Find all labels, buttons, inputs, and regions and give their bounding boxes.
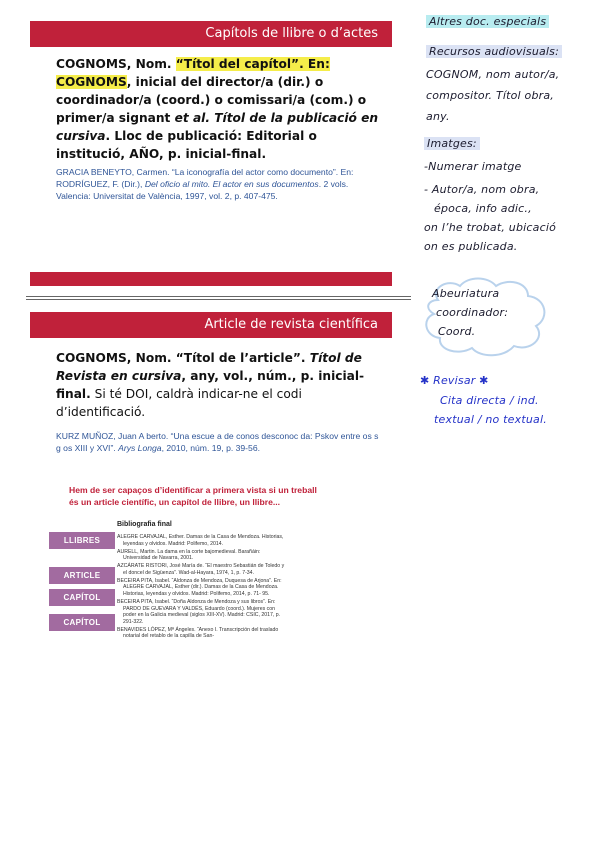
note-audiovisual xyxy=(426,44,596,125)
slide-divider xyxy=(26,299,411,300)
note-line: Abeuriatura xyxy=(432,287,500,300)
slide-divider xyxy=(26,296,411,297)
rule-part: COGNOMS, Nom. “Títol de l’article”. xyxy=(56,351,310,365)
title-line: Hem de ser capaços d’identificar a primera vista si un treball xyxy=(69,485,317,495)
note-line: -Numerar imatge xyxy=(424,160,522,173)
example-part: , 2010, núm. 19, p. 39-56. xyxy=(161,443,260,453)
note-line: compositor. Títol obra, xyxy=(426,89,554,102)
title-line: és un article científic, un capítol de llibre, un llibre... xyxy=(69,497,281,507)
bibliography-heading: Bibliografia final xyxy=(117,521,172,528)
tag-books: LLIBRES xyxy=(49,532,115,549)
tag-article: ARTICLE xyxy=(49,567,115,584)
rule-part: Si té DOI, caldrà indicar-ne el codi d’identificació. xyxy=(56,387,302,419)
rule-italic: et al. xyxy=(174,111,210,125)
identify-title xyxy=(69,484,367,508)
note-line: any. xyxy=(426,110,450,123)
note-highlight: Altres doc. especials xyxy=(426,15,549,28)
note-special-docs xyxy=(426,14,549,30)
chapter-citation-rule xyxy=(56,55,384,163)
note-line: textual / no textual. xyxy=(434,413,547,426)
rule-part: , inicial del director/a (dir.) o coordinador/a (coord.) o comissari/a (com.) o primer/a signant xyxy=(56,75,367,125)
banner-bottom-bar xyxy=(30,272,392,286)
example-part: KURZ MUÑOZ, Juan A berto. “Una escue a de conos desconoc da: Pskov entre os s g os XIII y XVI”. xyxy=(56,431,379,453)
slide-identify-works xyxy=(45,476,377,666)
example-italic: Del oficio al mito. El actor en sus documentos xyxy=(144,179,319,189)
bibliography-entry: BECEIRA PITA, Isabel. “Doña Aldonza de Mendoza y sus libros”. En: PARDO DE GUEVARA Y VALDÉS, Eduardo (coord.). Mujeres con poder en la Galicia medieval (siglos XIII-XV). Madrid: CSIC, 2017, p. 291-322. xyxy=(117,598,281,625)
note-line: época, info adic., xyxy=(434,202,532,215)
bibliography-entry: AZCÁRATE RISTORI, José María de. “El maestro Sebastián de Toledo y el doncel de Sigüenza”. Wad-al-Hayara, 1974, 1, p. 7-34. xyxy=(117,563,285,576)
banner-journal-article: Article de revista científica xyxy=(30,312,392,338)
note-heading: Imatges: xyxy=(424,137,480,150)
rule-highlight: “Títol del capítol”. En: COGNOMS xyxy=(56,57,330,89)
example-italic: Arys Longa xyxy=(118,443,162,453)
chapter-example xyxy=(56,166,384,202)
banner-book-chapter: Capítols de llibre o d’actes xyxy=(30,21,392,47)
tag-chapter: CAPÍTOL xyxy=(49,614,115,631)
rule-part: COGNOMS, Nom. xyxy=(56,57,176,71)
bibliography-entry: BENAVIDES LÓPEZ, Mª Ángeles. “Anexo I. Transcripción del traslado notarial del retablo de la capilla de San- xyxy=(117,626,279,640)
note-line: on l’he trobat, ubicació xyxy=(424,221,557,234)
note-heading: ✱ Revisar ✱ xyxy=(420,374,489,387)
bibliography-entry: AURELL, Martin. La dama en la corte bajomedieval. Barañáin: Universidad de Navarra, 2001. xyxy=(117,548,261,562)
article-citation-rule xyxy=(56,349,384,421)
example-part: . 2 vols. Valencia: Universitat de València, 1997, vol. 2, p. 407-475. xyxy=(56,179,349,201)
tag-chapter: CAPÍTOL xyxy=(49,589,115,606)
note-images xyxy=(424,136,596,255)
bibliography-list xyxy=(117,534,289,641)
slide-journal-article xyxy=(30,308,392,468)
note-line: coordinador: xyxy=(436,306,509,319)
note-line: Cita directa / ind. xyxy=(440,394,539,407)
rule-italic: Títol de Revista en cursiva xyxy=(56,351,362,383)
rule-part: , any, vol., núm., p. inicial-final. xyxy=(56,369,365,401)
note-line: on es publicada. xyxy=(424,240,518,253)
bibliography-entry: ALEGRE CARVAJAL, Esther. Damas de la Casa de Mendoza. Historias, leyendas y olvidos. Madrid: Polifemo, 2014. xyxy=(117,534,284,547)
article-example xyxy=(56,430,384,454)
rule-italic: Títol de la publicació en cursiva xyxy=(56,111,379,143)
note-review xyxy=(420,373,598,428)
note-line: Coord. xyxy=(438,325,476,338)
note-line: COGNOM, nom autor/a, xyxy=(426,68,560,81)
note-line: - Autor/a, nom obra, xyxy=(424,183,540,196)
rule-part: . Lloc de publicació: Editorial o institució, AÑO, p. inicial-final. xyxy=(56,129,317,161)
note-heading: Recursos audiovisuals: xyxy=(426,45,562,58)
bibliography-entry: BECEIRA PITA, Isabel. “Aldonza de Mendoza, Duquesa de Arjona”. En: ALEGRE CARVAJAL, Esther (dir.). Damas de la Casa de Mendoza. Historias, leyendas y olvidos. Madrid: Polifemo, 2014, p. 71- 95. xyxy=(117,577,282,597)
note-abbreviation xyxy=(432,286,562,340)
example-part: GRACIA BENEYTO, Carmen. “La iconografía del actor como documento”. En: RODRÍGUEZ, F. (Dir.), xyxy=(56,167,354,189)
slide-book-chapter xyxy=(30,15,392,291)
